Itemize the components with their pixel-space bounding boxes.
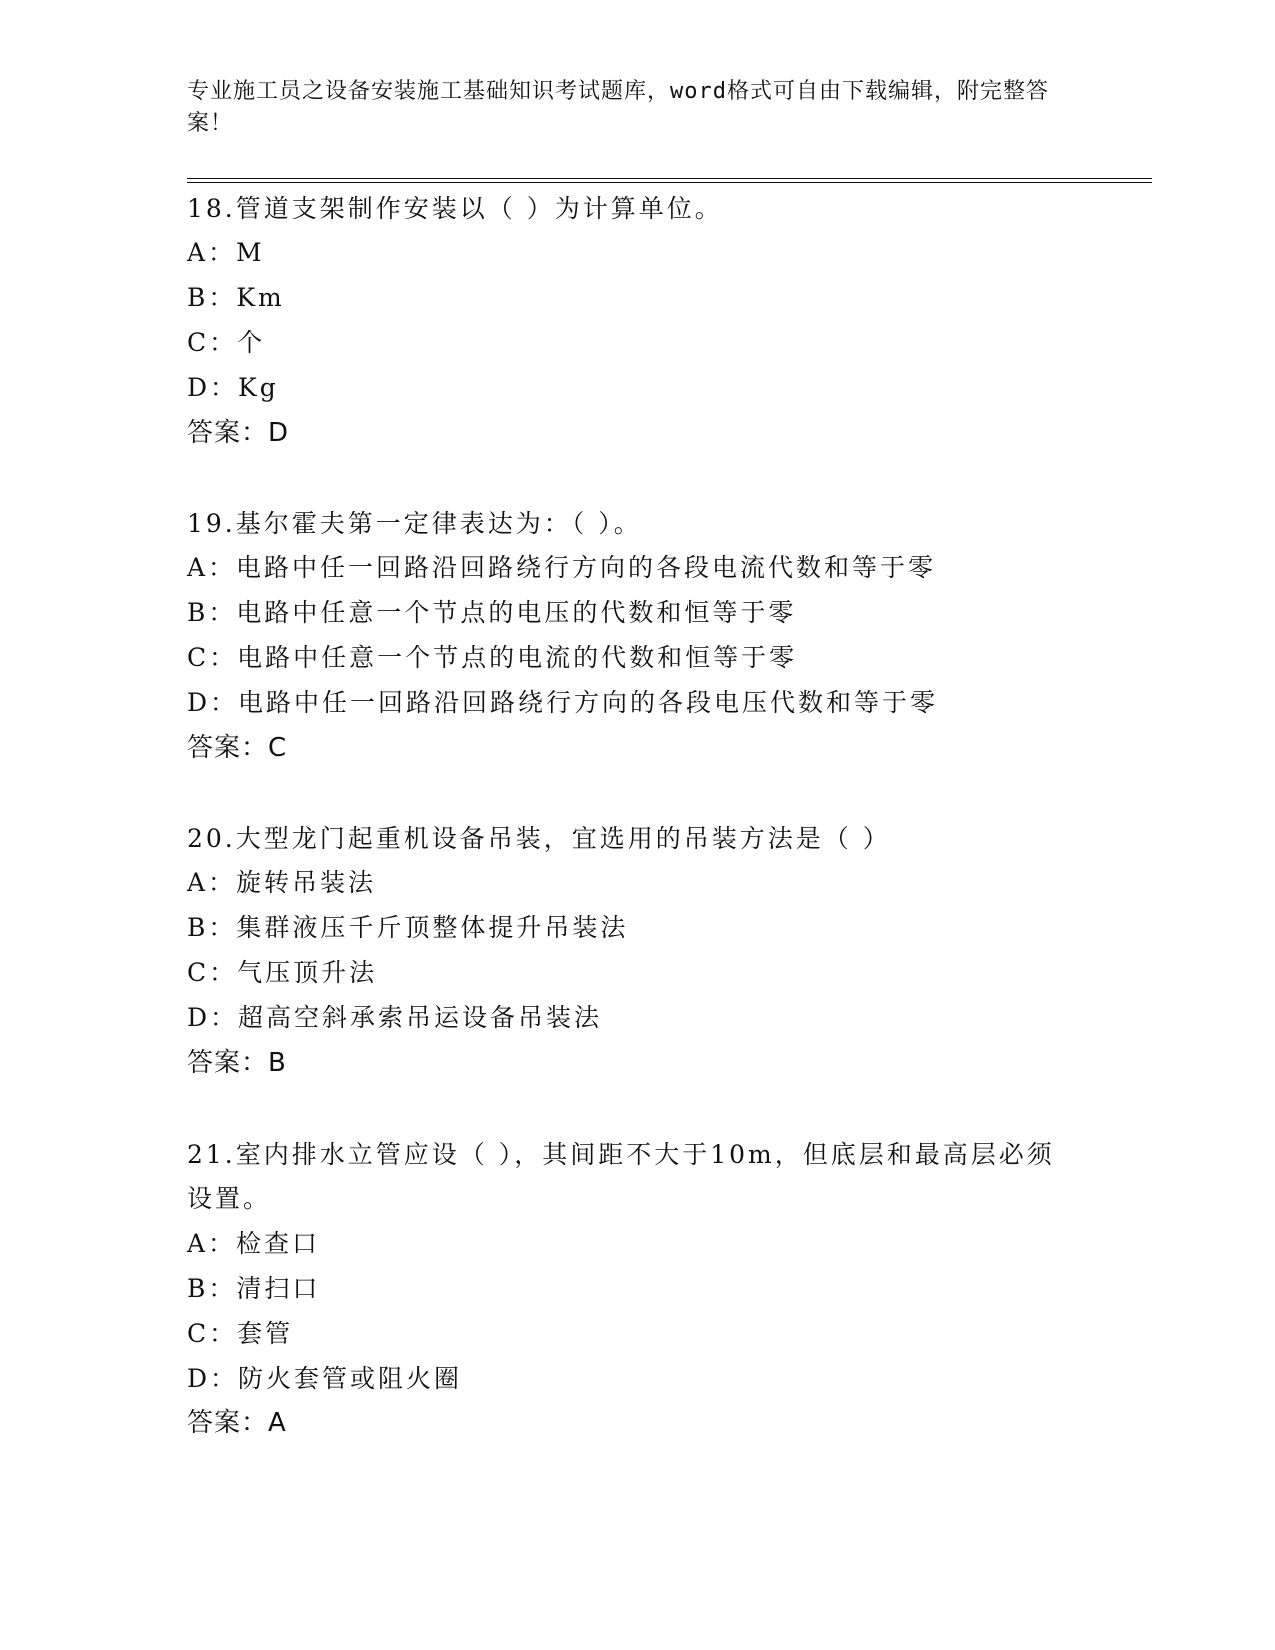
- question-18-option-b: B：Km: [187, 283, 285, 312]
- question-18-option-c: C：个: [187, 328, 266, 357]
- question-18-option-a: A：M: [187, 238, 265, 267]
- question-21-stem-line-2: 设置。: [187, 1184, 272, 1213]
- question-19-option-d: D：电路中任一回路沿回路绕行方向的各段电压代数和等于零: [187, 688, 939, 717]
- header-divider-top: [187, 178, 1152, 179]
- question-21-stem-line-1: 21.室内排水立管应设（ ），其间距不大于10m，但底层和最高层必须: [187, 1140, 1055, 1169]
- question-18-stem: 18.管道支架制作安装以（ ）为计算单位。: [187, 194, 723, 223]
- question-19-answer: 答案：C: [187, 733, 288, 763]
- question-21-option-b: B：清扫口: [187, 1274, 321, 1303]
- question-20-option-d: D：超高空斜承索吊运设备吊装法: [187, 1003, 603, 1032]
- question-21-answer: 答案：A: [187, 1408, 287, 1438]
- question-21-option-a: A：检查口: [187, 1229, 321, 1258]
- question-18-option-d: D：Kg: [187, 373, 279, 402]
- document-header: 专业施工员之设备安装施工基础知识考试题库，word格式可自由下载编辑，附完整答案！: [187, 79, 1049, 136]
- question-18-answer: 答案：D: [187, 418, 290, 448]
- question-19-option-b: B：电路中任意一个节点的电压的代数和恒等于零: [187, 598, 797, 627]
- question-19-stem: 19.基尔霍夫第一定律表达为：（ ）。: [187, 509, 642, 538]
- question-20-stem: 20.大型龙门起重机设备吊装，宜选用的吊装方法是（ ）: [187, 824, 891, 853]
- question-21-option-d: D：防火套管或阻火圈: [187, 1364, 463, 1393]
- question-20-option-a: A：旋转吊装法: [187, 868, 377, 897]
- question-20-answer: 答案：B: [187, 1048, 287, 1078]
- question-20-option-c: C：气压顶升法: [187, 958, 378, 987]
- question-19-option-a: A：电路中任一回路沿回路绕行方向的各段电流代数和等于零: [187, 553, 937, 582]
- question-20-option-b: B：集群液压千斤顶整体提升吊装法: [187, 913, 629, 942]
- question-19-option-c: C：电路中任意一个节点的电流的代数和恒等于零: [187, 643, 798, 672]
- header-divider-bottom: [187, 182, 1152, 183]
- question-21-option-c: C：套管: [187, 1319, 294, 1348]
